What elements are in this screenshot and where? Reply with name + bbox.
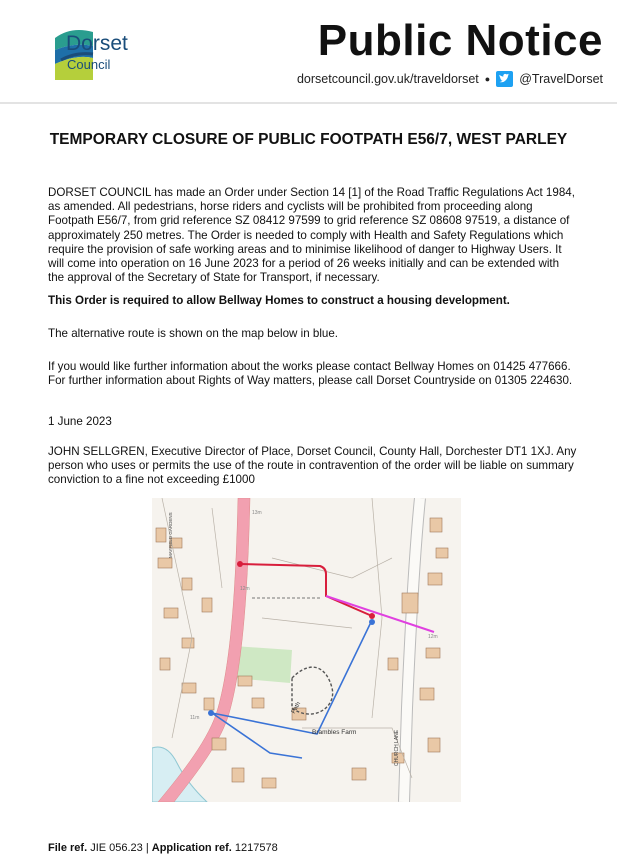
closure-end-marker [369, 613, 375, 619]
signatory-paragraph: JOHN SELLGREN, Executive Director of Place, Dorset Council, County Hall, Dorchester DT1 1XJ. Any person who uses or permits the use of the route in contravention of the order will be liable on summary conviction to a fine not exceeding £1000 [48, 445, 577, 487]
application-ref-value: 1217578 [234, 842, 278, 854]
diversion-start-marker [369, 619, 375, 625]
website-link[interactable]: dorsetcouncil.gov.uk/traveldorset [296, 72, 479, 86]
application-ref-label: Application ref. [151, 842, 232, 854]
twitter-icon [496, 71, 513, 87]
header-divider [0, 102, 617, 104]
spot-height: 11m [190, 715, 200, 721]
map-label-gardens: MAYFIELD GARDENS [168, 512, 173, 558]
map-label-lane: CHURCH LANE [394, 729, 400, 766]
ref-separator: | [145, 842, 149, 854]
diversion-end-marker [208, 710, 214, 716]
notice-date: 1 June 2023 [48, 415, 112, 428]
purpose-paragraph: This Order is required to allow Bellway Homes to construct a housing development. [48, 294, 510, 307]
closure-start-marker [237, 561, 243, 567]
spot-height: 13m [252, 510, 262, 516]
map-label-path: Path [290, 701, 303, 715]
spot-height: 12m [240, 586, 250, 592]
spot-height: 12m [428, 634, 438, 640]
contact-paragraph: If you would like further information about the works please contact Bellway Homes on 01425 477666. For further information about Rights of Way matters, please call Dorset Countryside on 01305 224630. [48, 360, 573, 388]
page-title: Public Notice [317, 16, 603, 65]
file-ref-label: File ref. [48, 842, 88, 854]
map-label-farm: Brambles Farm [312, 729, 357, 736]
logo-org-sub: Council [67, 57, 111, 72]
alternative-route-paragraph: The alternative route is shown on the map below in blue. [48, 327, 339, 340]
notice-heading: TEMPORARY CLOSURE OF PUBLIC FOOTPATH E56/7, WEST PARLEY [49, 131, 568, 148]
bullet-separator: ● [484, 74, 491, 84]
twitter-handle-link[interactable]: @TravelDorset [519, 72, 603, 86]
footer-refs [48, 842, 278, 854]
logo-org-name: Dorset [66, 32, 128, 55]
order-paragraph: DORSET COUNCIL has made an Order under Section 14 [1] of the Road Traffic Regulations Act 1984, as amended. All pedestrians, horse riders and cyclists will be prohibited from proceeding along Footpath E56/7, from grid reference SZ 08412 97599 to grid reference SZ 08608 97519, a distance of approximately 250 metres. The Order is needed to comply with Health and Safety Regulations which require the provision of safe working areas and to minimise likelihood of danger to Highway Users. It will come into operation on 16 June 2023 for a period of 26 weeks initially and can be extended with the approval of the Secretary of State for Transport, if necessary. [48, 186, 575, 285]
route-map [152, 498, 461, 802]
file-ref-value: JIE 056.23 [90, 842, 143, 854]
contact-line [297, 71, 603, 87]
